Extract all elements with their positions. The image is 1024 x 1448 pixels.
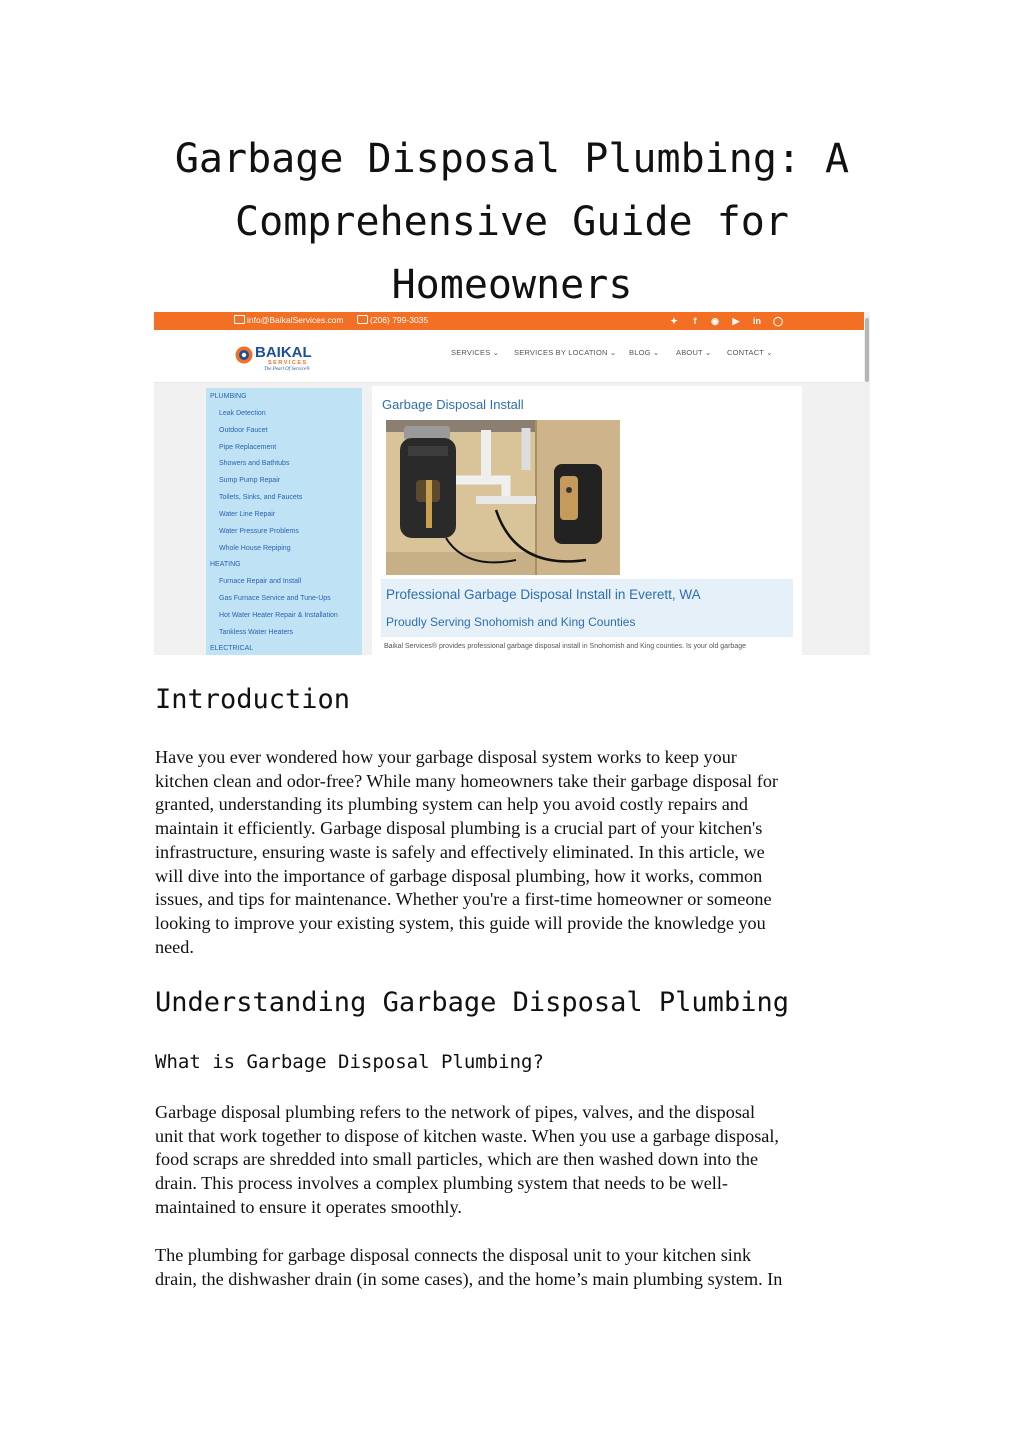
email-contact[interactable] [234,315,344,325]
nav-contact-label: CONTACT [727,348,764,357]
logo-tagline: The Pearl Of Service® [264,367,310,372]
logo-sub: SERVICES [268,360,308,366]
intro-line: need. [155,936,194,957]
site-navbar [154,330,864,383]
nav-blog-label: BLOG [629,348,651,357]
sidebar-item-gas-furnace[interactable]: Gas Furnace Service and Tune-Ups [219,595,331,602]
intro-line: will dive into the importance of garbage disposal plumbing, how it works, common [155,865,763,886]
intro-line: kitchen clean and odor-free? While many homeowners take their garbage disposal for [155,770,778,791]
nav-services[interactable]: SERVICES ⌄ [451,348,500,357]
baikal-logo[interactable] [234,339,324,373]
service-body-text: Baikal Services® provides professional garbage disposal install in Snohomish and King counties. Is your old garbage [384,643,746,650]
sidebar-item-toilets-sinks[interactable]: Toilets, Sinks, and Faucets [219,494,303,501]
definition-paragraph [155,1101,871,1220]
service-content [372,386,802,655]
introduction-paragraph [155,746,871,959]
sidebar-item-repiping[interactable]: Whole House Repiping [219,545,291,552]
nav-about-label: ABOUT [676,348,703,357]
intro-line: maintain it efficiently. Garbage disposal plumbing is a crucial part of your kitchen's [155,818,763,839]
nav-contact[interactable]: CONTACT ⌄ [727,348,773,357]
definition-line: drain. This process involves a complex plumbing system that needs to be well- [155,1173,728,1194]
youtube-icon[interactable]: ▶ [732,316,740,326]
connections-paragraph [155,1244,871,1291]
sidebar-item-sump-pump[interactable]: Sump Pump Repair [219,477,281,484]
logo-brand: BAIKAL [255,344,312,361]
linkedin-icon[interactable]: in [753,316,761,326]
service-title: Garbage Disposal Install [382,397,524,412]
intro-line: issues, and tips for maintenance. Whether you're a first-time homeowner or someone [155,889,772,910]
garbage-disposal-photo [386,420,620,575]
sidebar-item-showers-bathtubs[interactable]: Showers and Bathtubs [219,460,290,467]
pinterest-icon[interactable]: ◉ [711,316,719,326]
services-sidebar [206,388,362,655]
connections-line: The plumbing for garbage disposal connects the disposal unit to your kitchen sink [155,1245,752,1265]
intro-line: Have you ever wondered how your garbage disposal system works to keep your [155,747,737,767]
sidebar-item-leak-detection[interactable]: Leak Detection [219,410,266,417]
website-screenshot [154,312,870,655]
sidebar-item-water-line[interactable]: Water Line Repair [219,511,276,518]
top-contact-bar [154,312,864,330]
introduction-heading: Introduction [155,684,351,715]
disposal-illustration [386,420,620,575]
understanding-heading: Understanding Garbage Disposal Plumbing [155,987,789,1018]
sidebar-category-plumbing[interactable]: PLUMBING [210,393,247,400]
sidebar-item-furnace[interactable]: Furnace Repair and Install [219,578,302,585]
sidebar-item-tankless[interactable]: Tankless Water Heaters [219,629,294,636]
nav-services-by-location[interactable]: SERVICES BY LOCATION ⌄ [514,348,617,357]
sidebar-item-hot-water-heater[interactable]: Hot Water Heater Repair & Installation [219,612,338,619]
email-text: info@BaikalServices.com [247,315,344,325]
intro-line: looking to improve your existing system, this guide will provide the knowledge you [155,912,766,933]
logo-graphic [234,339,324,373]
phone-icon [357,315,368,324]
document-title [150,128,874,317]
nav-location-label: SERVICES BY LOCATION [514,348,608,357]
twitter-icon[interactable]: ✦ [670,316,678,326]
title-line-3: Homeowners [391,262,633,308]
phone-text: (206) 799-3035 [370,315,429,325]
nav-blog[interactable]: BLOG ⌄ [629,348,660,357]
service-intro-box [381,579,793,637]
sidebar-category-heating[interactable]: HEATING [210,561,241,568]
nav-services-label: SERVICES [451,348,491,357]
connections-line: drain, the dishwasher drain (in some cases), and the home’s main plumbing system. In [155,1268,783,1289]
definition-line: food scraps are shredded into small particles, which are then washed down into the [155,1149,759,1170]
intro-line: infrastructure, ensuring waste is safely and effectively eliminated. In this article, we [155,841,765,862]
title-line-2: Comprehensive Guide for [235,199,789,245]
sidebar-category-electrical[interactable]: ELECTRICAL [210,645,254,652]
phone-contact[interactable] [357,315,428,325]
instagram-icon[interactable]: ◯ [772,316,784,326]
definition-line: maintained to ensure it operates smoothly. [155,1196,462,1217]
sidebar-item-outdoor-faucet[interactable]: Outdoor Faucet [219,427,268,434]
scrollbar-thumb[interactable] [865,318,869,382]
facebook-icon[interactable]: f [693,316,697,326]
pro-install-heading: Professional Garbage Disposal Install in Everett, WA [386,587,701,602]
intro-line: granted, understanding its plumbing system can help you avoid costly repairs and [155,794,748,815]
what-is-heading: What is Garbage Disposal Plumbing? [155,1051,544,1073]
definition-line: unit that work together to dispose of kitchen waste. When you use a garbage disposal, [155,1125,779,1146]
sidebar-item-pipe-replacement[interactable]: Pipe Replacement [219,444,277,451]
definition-line: Garbage disposal plumbing refers to the network of pipes, valves, and the disposal [155,1102,756,1122]
page-scrollbar[interactable] [864,312,870,655]
nav-about[interactable]: ABOUT ⌄ [676,348,712,357]
sidebar-item-water-pressure[interactable]: Water Pressure Problems [219,528,299,535]
title-line-1: Garbage Disposal Plumbing: A [174,136,850,182]
envelope-icon [234,315,245,324]
service-area-subheading: Proudly Serving Snohomish and King Counties [386,615,636,629]
